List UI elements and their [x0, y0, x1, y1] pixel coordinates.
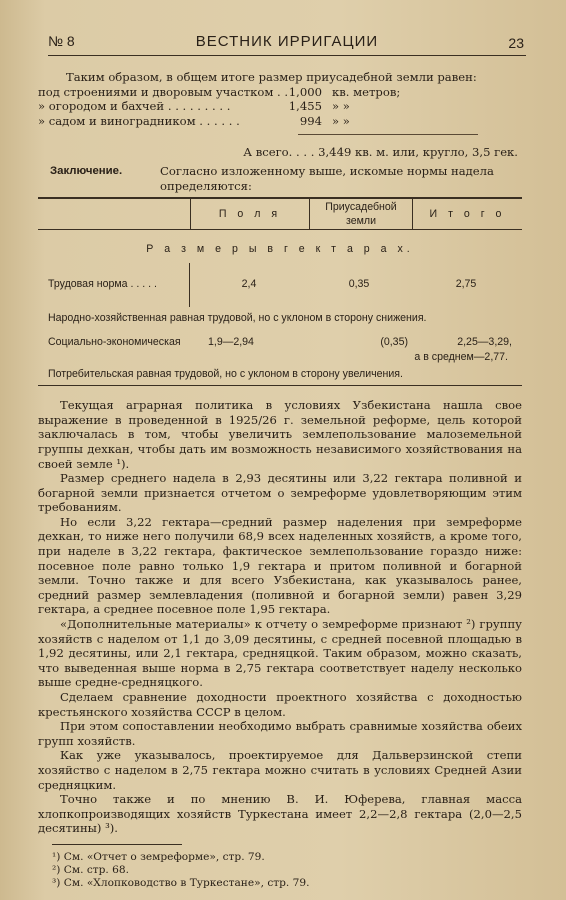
conclusion-text: Согласно изложенному выше, искомые нормы надела определяются: [160, 163, 494, 193]
paragraph: Точно также и по мнению В. И. Юферева, главная масса хлопкопроизводящих хозяйств Туркестана имеет 2,2—2,8 гектара (2,0—2,5 десятины) ³). [38, 792, 522, 836]
table-row: Социально-экономическая 1,9—2,94 (0,35) 2,25—3,29, [48, 336, 512, 349]
table-subtitle: Р а з м е р ы в г е к т а р а х. [146, 243, 414, 256]
table-row: Трудовая норма . . . . . 2,4 0,35 2,75 [38, 263, 522, 307]
page-number: 23 [508, 35, 524, 51]
footnote: ³) См. «Хлопководство в Туркестане», стр. 79. [52, 876, 310, 889]
header-cell-household: Приусадебной земли [310, 199, 413, 229]
sum-rule [298, 134, 478, 135]
journal-title: ВЕСТНИК ИРРИГАЦИИ [195, 33, 379, 50]
paragraph: Как уже указывалось, проектируемое для Дальверзинской степи хозяйство с наделом в 2,75 гектара можно считать в условиях Средней Азии средняцким. [38, 748, 522, 792]
page-content [38, 70, 522, 890]
issue-number: № 8 [48, 33, 75, 49]
footnote: ²) См. стр. 68. [52, 863, 129, 876]
summary-total: А всего. . . . 3,449 кв. м. или, кругло, 3,5 гек. [243, 145, 518, 160]
body-text [38, 398, 522, 836]
paragraph: Сделаем сравнение доходности проектного хозяйства с доходностью крестьянского хозяйства СССР в целом. [38, 690, 522, 719]
paragraph: Но если 3,22 гектара—средний размер наделения при земреформе дехкан, то ниже него получили 68,9 всех наделенных хозяйств, а кроме того, при наделе в 3,22 гектара, фактическое землепользование гораздо ниже: посевное поле равно только 1,9 гектара и притом поливной и богарной земли. Точно также и для всего Узбекистана, как указывалось ранее, средний размер землевладения (поливной и богарной земли) равен 3,29 гектара, а среднее посевное поле 1,95 гектара. [38, 514, 522, 617]
paragraph: Текущая аграрная политика в условиях Узбекистана нашла свое выражение в проведенной в 1925/26 г. земельной реформе, цель которой заключалась в том, чтобы увеличить землепользование малоземельной группы дехкан, чтобы дать им возможность независимого хозяйствования на своей земле ¹). [38, 398, 522, 471]
summary-row: » огородом и бахчей . . . . . . . . . 1,455 » » [38, 99, 350, 114]
table-note: Народно-хозяйственная равная трудовой, но с уклоном в сторону снижения. [48, 311, 427, 324]
header-cell-fields: П о л я [191, 199, 310, 229]
conclusion-heading: Заключение. [50, 164, 123, 177]
summary-intro: Таким образом, в общем итоге размер приусадебной земли равен: [66, 70, 477, 84]
footnote-rule [52, 844, 182, 845]
table-average: а в среднем—2,77. [414, 350, 508, 363]
paragraph: При этом сопоставлении необходимо выбрать сравнимые хозяйства обеих групп хозяйств. [38, 719, 522, 748]
conclusion [38, 164, 522, 193]
summary-row: под строениями и дворовым участком . . 1,000 кв. метров; [38, 84, 401, 99]
summary-row: » садом и виноградником . . . . . . 994 » » [38, 113, 350, 128]
paragraph: «Дополнительные материалы» к отчету о земреформе признают ²) группу хозяйств с наделом от 1,1 до 3,09 десятины, с средней посевной площадью в 1,92 десятины, или 2,1 гектара, средняцкой. Таким образом, можно сказать, что выведенная выше норма в 2,75 гектара соответствует наделу несколько выше средне-средняцкого. [38, 617, 522, 690]
paragraph: Размер среднего надела в 2,93 десятины или 3,22 гектара поливной и богарной земли признается отчетом о земреформе удовлетворяющим этим требованиям. [38, 471, 522, 515]
table-header [38, 199, 522, 230]
page-header [48, 33, 526, 56]
header-cell-empty [38, 199, 191, 229]
norms-table [38, 197, 522, 386]
table-note: Потребительская равная трудовой, но с уклоном в сторону увеличения. [48, 367, 403, 380]
footnote: ¹) См. «Отчет о земреформе», стр. 79. [52, 850, 265, 863]
header-cell-total: И т о г о [429, 207, 506, 220]
